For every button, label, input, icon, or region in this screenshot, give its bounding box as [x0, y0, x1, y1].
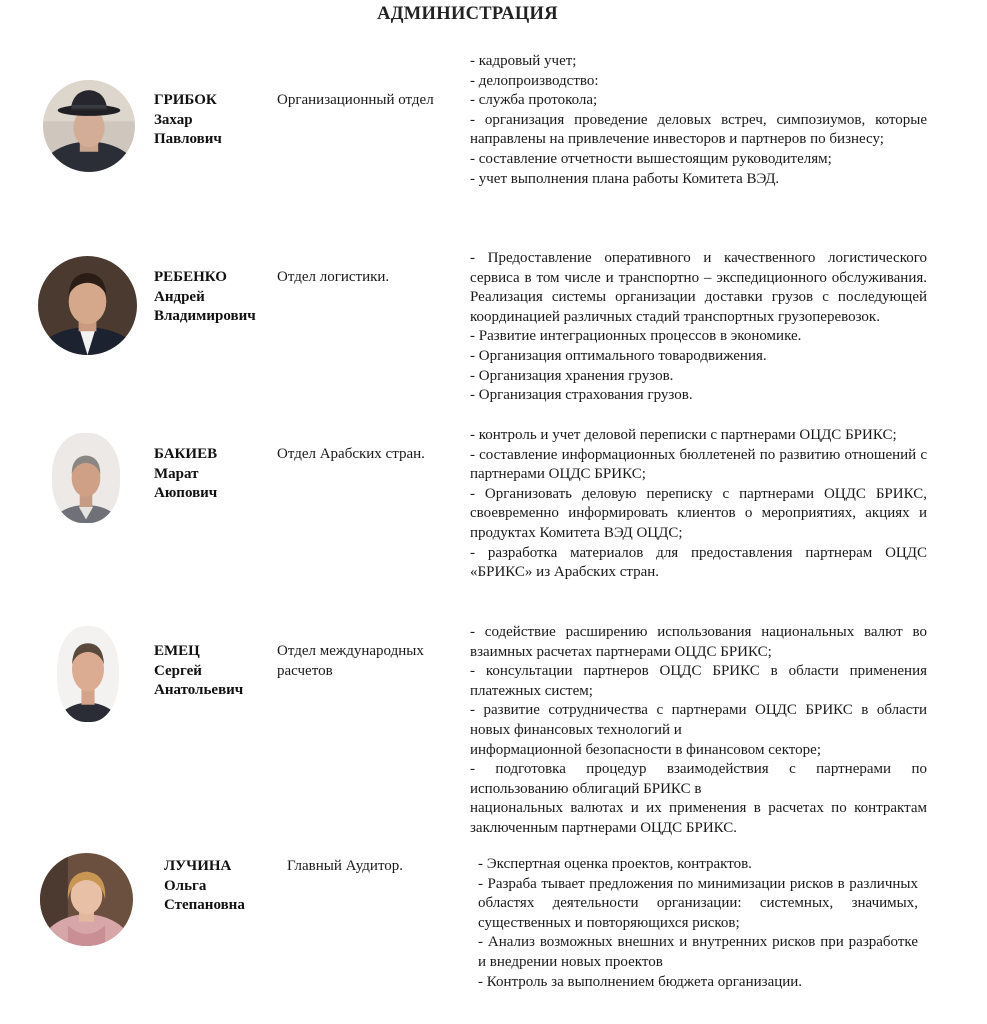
- surname: ЛУЧИНА: [164, 858, 232, 874]
- first-name: Захар: [154, 111, 193, 128]
- department-label: Главный Аудитор.: [287, 858, 404, 874]
- patronymic: Павлович: [154, 131, 222, 147]
- man-portrait-icon: [52, 433, 120, 523]
- person-name: [154, 642, 243, 701]
- surname: РЕБЕНКО: [154, 269, 227, 285]
- duty-item: - служба протокола;: [470, 92, 598, 109]
- duties-list: [470, 249, 927, 406]
- duty-item: - организация проведение деловых встреч, симпозиумов, которые направлены на привлечение инвесторов и партнеров по бизнесу;: [470, 111, 927, 148]
- surname: ГРИБОК: [154, 92, 217, 108]
- duty-item: - содействие расширению использования национальных валют во взаимных расчетах партнерами ОЦДС БРИКС;: [470, 624, 927, 660]
- avatar-photo: [43, 80, 135, 172]
- duty-item: - Анализ возможных внешних и внутренних рисков при разработке и внедрении новых проектов: [478, 934, 918, 970]
- duty-item: - Контроль за выполнением бюджета организации.: [478, 973, 803, 990]
- duty-item: - учет выполнения плана работы Комитета ВЭД.: [470, 170, 780, 187]
- person-name: [164, 857, 245, 916]
- duty-item: - Организация страхования грузов.: [470, 387, 693, 404]
- patronymic: Степановна: [164, 897, 245, 913]
- page-title: АДМИНИСТРАЦИЯ: [377, 4, 558, 24]
- duty-item: - Разраба тывает предложения по минимизации рисков в различных областях деятельности организации: системных, значимых, существенных и повторяющихся рисков;: [478, 875, 918, 931]
- duty-item: - Предоставление оперативного и качественного логистического сервиса в том числе и транспортно – экспедиционного обслуживания. Реализация системы организации доставки грузов с последующей координацией различных стадий транспортных грузоперевозок.: [470, 250, 927, 325]
- duty-item: - составление отчетности вышестоящим руководителям;: [470, 150, 832, 167]
- department-label: Отдел логистики.: [277, 269, 390, 285]
- duty-item: - Организация хранения грузов.: [470, 367, 674, 384]
- man-in-suit-portrait-icon: [38, 256, 137, 355]
- duty-item: - кадровый учет;: [470, 53, 577, 69]
- duty-item: - составление информационных бюллетеней по развитию отношений с партнерами ОЦДС БРИКС;: [470, 446, 927, 483]
- duty-item: - подготовка процедур взаимодействия с партнерами по использованию облигаций БРИКС в: [470, 761, 927, 797]
- man-in-hat-portrait-icon: [43, 80, 135, 172]
- department-label: Организационный отдел: [277, 92, 434, 108]
- patronymic: Аюпович: [154, 485, 218, 501]
- patronymic: Анатольевич: [154, 682, 244, 698]
- duties-list: [478, 855, 918, 992]
- department-label: Отдел Арабских стран.: [277, 446, 425, 462]
- person-name: [154, 268, 256, 327]
- duty-item: - Организовать деловую переписку с партнерами ОЦДС БРИКС, своевременно информировать клиентов о мероприятиях, акциях и продуктах Комитета ВЭД ОЦДС;: [470, 485, 927, 541]
- department-label: Отдел международных расчетов: [277, 643, 424, 679]
- duty-item: - Развитие интеграционных процессов в экономике.: [470, 328, 802, 345]
- person-name: [154, 445, 217, 504]
- duty-item: - консультации партнеров ОЦДС БРИКС в области применения платежных систем;: [470, 663, 927, 699]
- first-name: Марат: [154, 465, 199, 482]
- first-name: Сергей: [154, 662, 202, 679]
- duty-item: национальных валютах и их применения в расчетах по контрактам заключенным партнерами ОЦДС БРИКС.: [470, 800, 927, 836]
- avatar-photo: [57, 626, 119, 722]
- avatar-photo: [38, 256, 137, 355]
- duty-item: - развитие сотрудничества с партнерами ОЦДС БРИКС в области новых финансовых технологий и: [470, 702, 927, 738]
- first-name: Ольга: [164, 877, 207, 894]
- duty-item: информационной безопасности в финансовом секторе;: [470, 741, 821, 758]
- surname: ЕМЕЦ: [154, 643, 200, 659]
- duty-item: - Экспертная оценка проектов, контрактов.: [478, 856, 752, 872]
- duties-list: [470, 623, 927, 839]
- duties-list: [470, 426, 927, 583]
- duty-item: - разработка материалов для предоставления партнерам ОЦДС «БРИКС» из Арабских стран.: [470, 544, 927, 581]
- duty-item: - Организация оптимального товародвижения.: [470, 347, 767, 364]
- surname: БАКИЕВ: [154, 446, 218, 462]
- woman-portrait-icon: [40, 853, 133, 946]
- duty-item: - контроль и учет деловой переписки с партнерами ОЦДС БРИКС;: [470, 427, 897, 443]
- duty-item: - делопроизводство:: [470, 72, 599, 89]
- avatar-photo: [52, 433, 120, 523]
- avatar-photo: [40, 853, 133, 946]
- duties-list: [470, 52, 927, 189]
- patronymic: Владимирович: [154, 308, 256, 324]
- person-name: [154, 91, 222, 150]
- first-name: Андрей: [154, 288, 205, 305]
- man-portrait-icon: [57, 626, 119, 722]
